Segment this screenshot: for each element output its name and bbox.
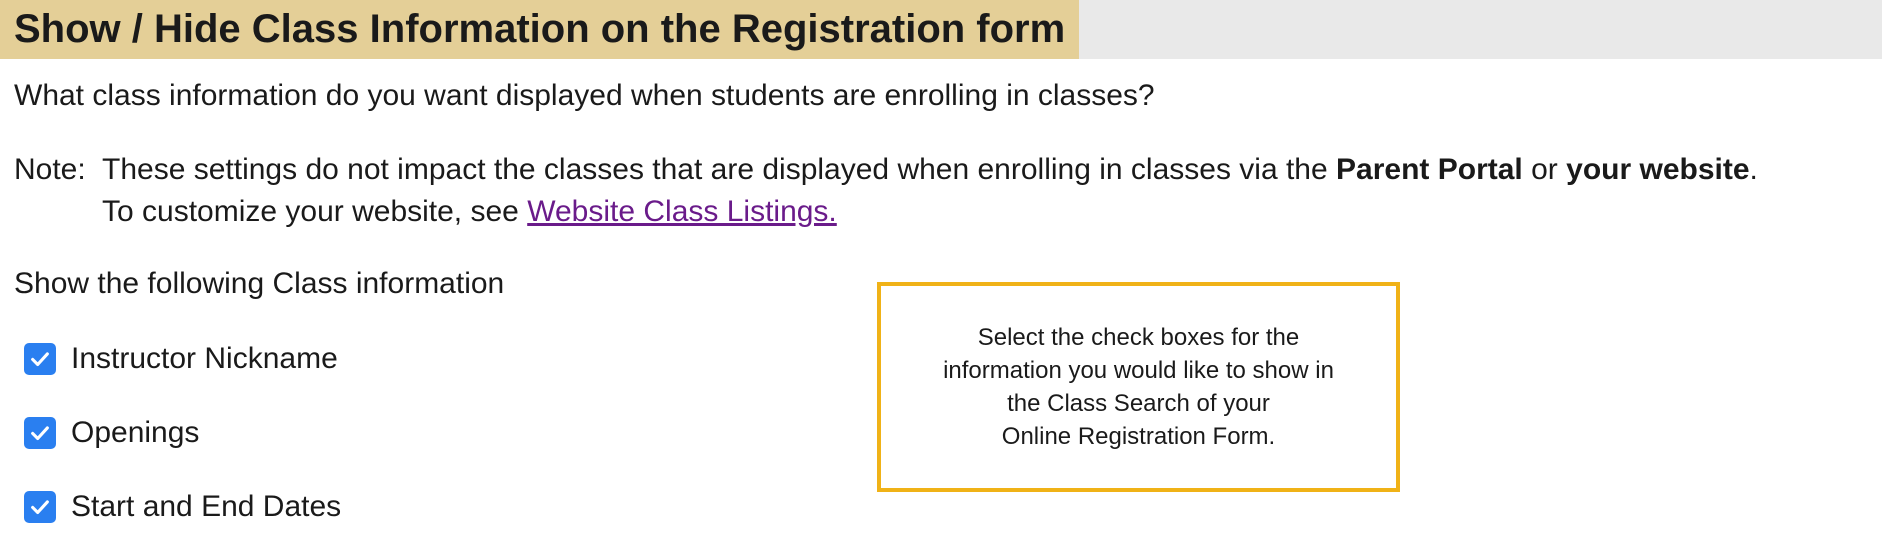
page-title: Show / Hide Class Information on the Registration form bbox=[0, 0, 1079, 59]
callout-line: Online Registration Form. bbox=[1001, 423, 1276, 450]
or-text: or bbox=[1531, 153, 1558, 186]
callout-line: Select the check boxes for the bbox=[977, 324, 1300, 351]
show-heading: Show the following Class information bbox=[14, 267, 505, 300]
option-label: Openings bbox=[71, 416, 200, 449]
note-period: . bbox=[1749, 153, 1758, 186]
checkmark-icon bbox=[29, 496, 51, 518]
callout-box bbox=[877, 282, 1400, 492]
note-line-1 bbox=[102, 152, 1758, 188]
start-end-dates-checkbox[interactable] bbox=[24, 491, 56, 523]
option-label: Instructor Nickname bbox=[71, 342, 338, 375]
instructor-nickname-checkbox[interactable] bbox=[24, 343, 56, 375]
note-label: Note: bbox=[14, 153, 86, 186]
callout-text bbox=[909, 321, 1369, 453]
openings-checkbox[interactable] bbox=[24, 417, 56, 449]
note-text: These settings do not impact the classes that are displayed when enrolling in classes via the bbox=[102, 153, 1328, 186]
checkmark-icon bbox=[29, 422, 51, 444]
customize-text: To customize your website, see bbox=[102, 195, 519, 228]
option-start-end-dates[interactable] bbox=[24, 487, 341, 527]
option-openings[interactable] bbox=[24, 413, 199, 453]
option-instructor-nickname[interactable] bbox=[24, 339, 338, 379]
callout-line: the Class Search of your bbox=[1007, 390, 1270, 417]
option-label: Start and End Dates bbox=[71, 490, 342, 523]
your-website-text: your website bbox=[1566, 153, 1750, 186]
note-line-2 bbox=[102, 194, 837, 230]
website-class-listings-link[interactable]: Website Class Listings. bbox=[527, 195, 837, 228]
checkmark-icon bbox=[29, 348, 51, 370]
callout-line: information you would like to show in bbox=[943, 357, 1334, 384]
parent-portal-text: Parent Portal bbox=[1336, 153, 1523, 186]
intro-text: What class information do you want displayed when students are enrolling in classes? bbox=[14, 79, 1155, 112]
